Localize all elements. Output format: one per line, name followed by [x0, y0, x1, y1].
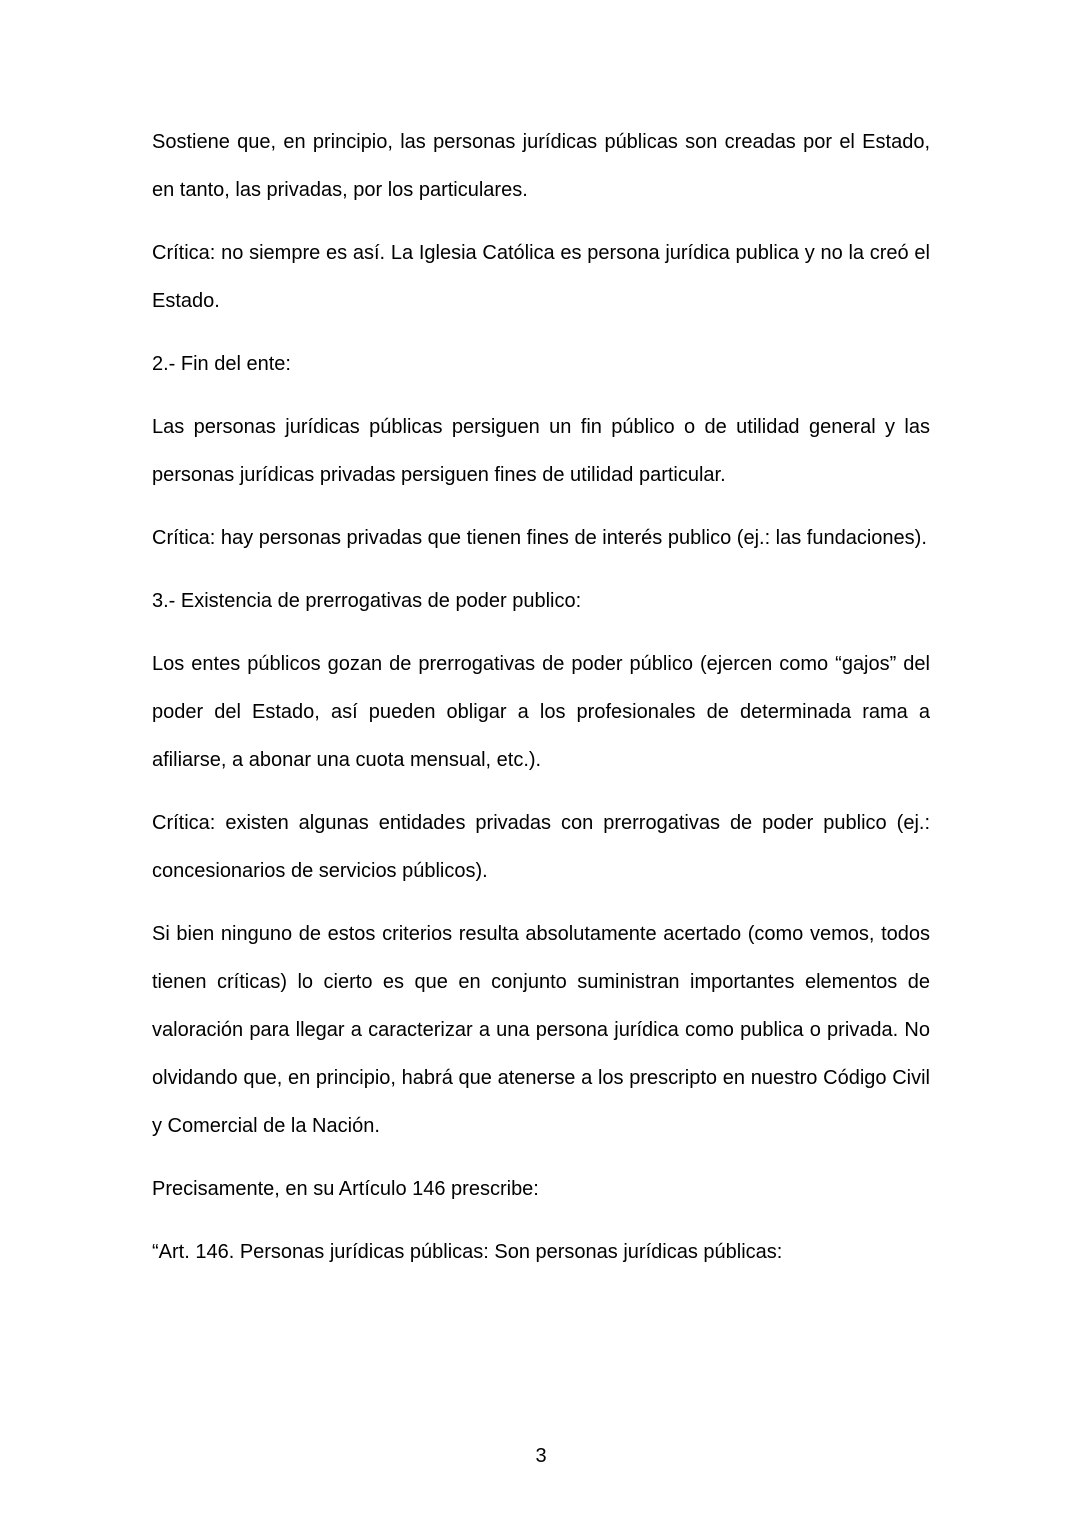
paragraph-prerrogativas: Los entes públicos gozan de prerrogativas de poder público (ejercen como “gajos” del poder del Estado, así pueden obligar a los profesionales de determinada rama a afiliarse, a abonar una cuota mensual, etc.).: [152, 653, 930, 771]
paragraph-critica-prerrogativas: Crítica: existen algunas entidades privadas con prerrogativas de poder publico (ej.: concesionarios de servicios públicos).: [152, 812, 930, 882]
paragraph-fin-del-ente: Las personas jurídicas públicas persiguen un fin público o de utilidad general y las personas jurídicas privadas persiguen fines de utilidad particular.: [152, 416, 930, 486]
paragraph-precisamente: Precisamente, en su Artículo 146 prescribe:: [152, 1178, 539, 1200]
paragraph-articulo-146: “Art. 146. Personas jurídicas públicas: Son personas jurídicas públicas:: [152, 1241, 783, 1263]
page-number: 3: [535, 1445, 547, 1467]
paragraph-critica-fin: Crítica: hay personas privadas que tienen fines de interés publico (ej.: las fundaciones).: [152, 527, 927, 549]
heading-fin-del-ente: 2.- Fin del ente:: [152, 353, 291, 375]
paragraph-conclusion-criterios: Si bien ninguno de estos criterios resulta absolutamente acertado (como vemos, todos tienen críticas) lo cierto es que en conjunto suministran importantes elementos de valoración para llegar a caracterizar a una persona jurídica como publica o privada. No olvidando que, en principio, habrá que atenerse a los prescripto en nuestro Código Civil y Comercial de la Nación.: [152, 923, 930, 1137]
paragraph-criterio-creacion: Sostiene que, en principio, las personas jurídicas públicas son creadas por el Estado, en tanto, las privadas, por los particulares.: [152, 131, 930, 201]
paragraph-critica-creacion: Crítica: no siempre es así. La Iglesia Católica es persona jurídica publica y no la creó el Estado.: [152, 242, 930, 312]
document-body: [152, 118, 930, 1291]
heading-prerrogativas: 3.- Existencia de prerrogativas de poder publico:: [152, 590, 582, 612]
